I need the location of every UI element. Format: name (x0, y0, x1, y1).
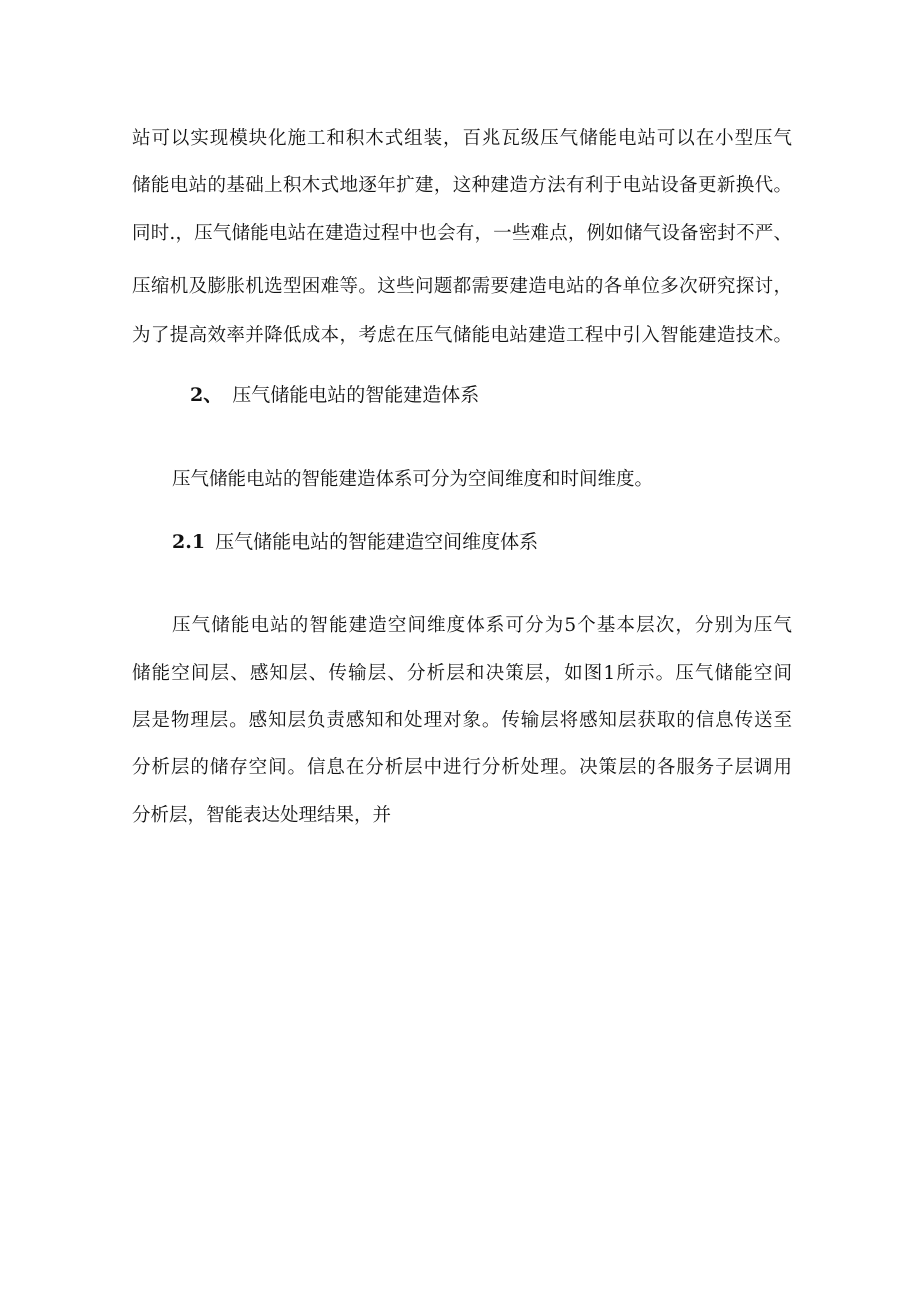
paragraph-line: 分析层，智能表达处理结果，并 (132, 805, 392, 826)
paragraph-line: 压缩机及膨胀机选型困难等。这些问题都需要建造电站的各单位多次研究探讨， (132, 276, 792, 297)
paragraph-line: 压气储能电站的智能建造空间维度体系可分为5个基本层次，分别为压气 (172, 615, 792, 636)
section-title: 压气储能电站的智能建造体系 (232, 384, 480, 406)
section-heading-2-1 (172, 527, 538, 557)
paragraph-line: 站可以实现模块化施工和积木式组装，百兆瓦级压气储能电站可以在小型压气 (132, 128, 792, 149)
section-number: 2、 (190, 384, 223, 406)
paragraph-line: 层是物理层。感知层负责感知和处理对象。传输层将感知层获取的信息传送至 (132, 710, 792, 731)
section-number: 2.1 (172, 531, 206, 553)
section-title: 压气储能电站的智能建造空间维度体系 (215, 531, 539, 553)
paragraph-line: 压气储能电站的智能建造体系可分为空间维度和时间维度。 (172, 469, 654, 490)
paragraph-line: 分析层的储存空间。信息在分析层中进行分析处理。决策层的各服务子层调用 (132, 757, 792, 778)
section-heading-2 (190, 380, 479, 410)
paragraph-line: 储能空间层、感知层、传输层、分析层和决策层，如图1所示。压气储能空间 (132, 663, 792, 684)
paragraph-line: 储能电站的基础上积木式地逐年扩建，这种建造方法有利于电站设备更新换代。 (132, 175, 792, 196)
paragraph-line: 同时.，压气储能电站在建造过程中也会有，一些难点，例如储气设备密封不严、 (132, 223, 792, 244)
paragraph-line: 为了提高效率并降低成本，考虑在压气储能电站建造工程中引入智能建造技术。 (132, 325, 792, 346)
